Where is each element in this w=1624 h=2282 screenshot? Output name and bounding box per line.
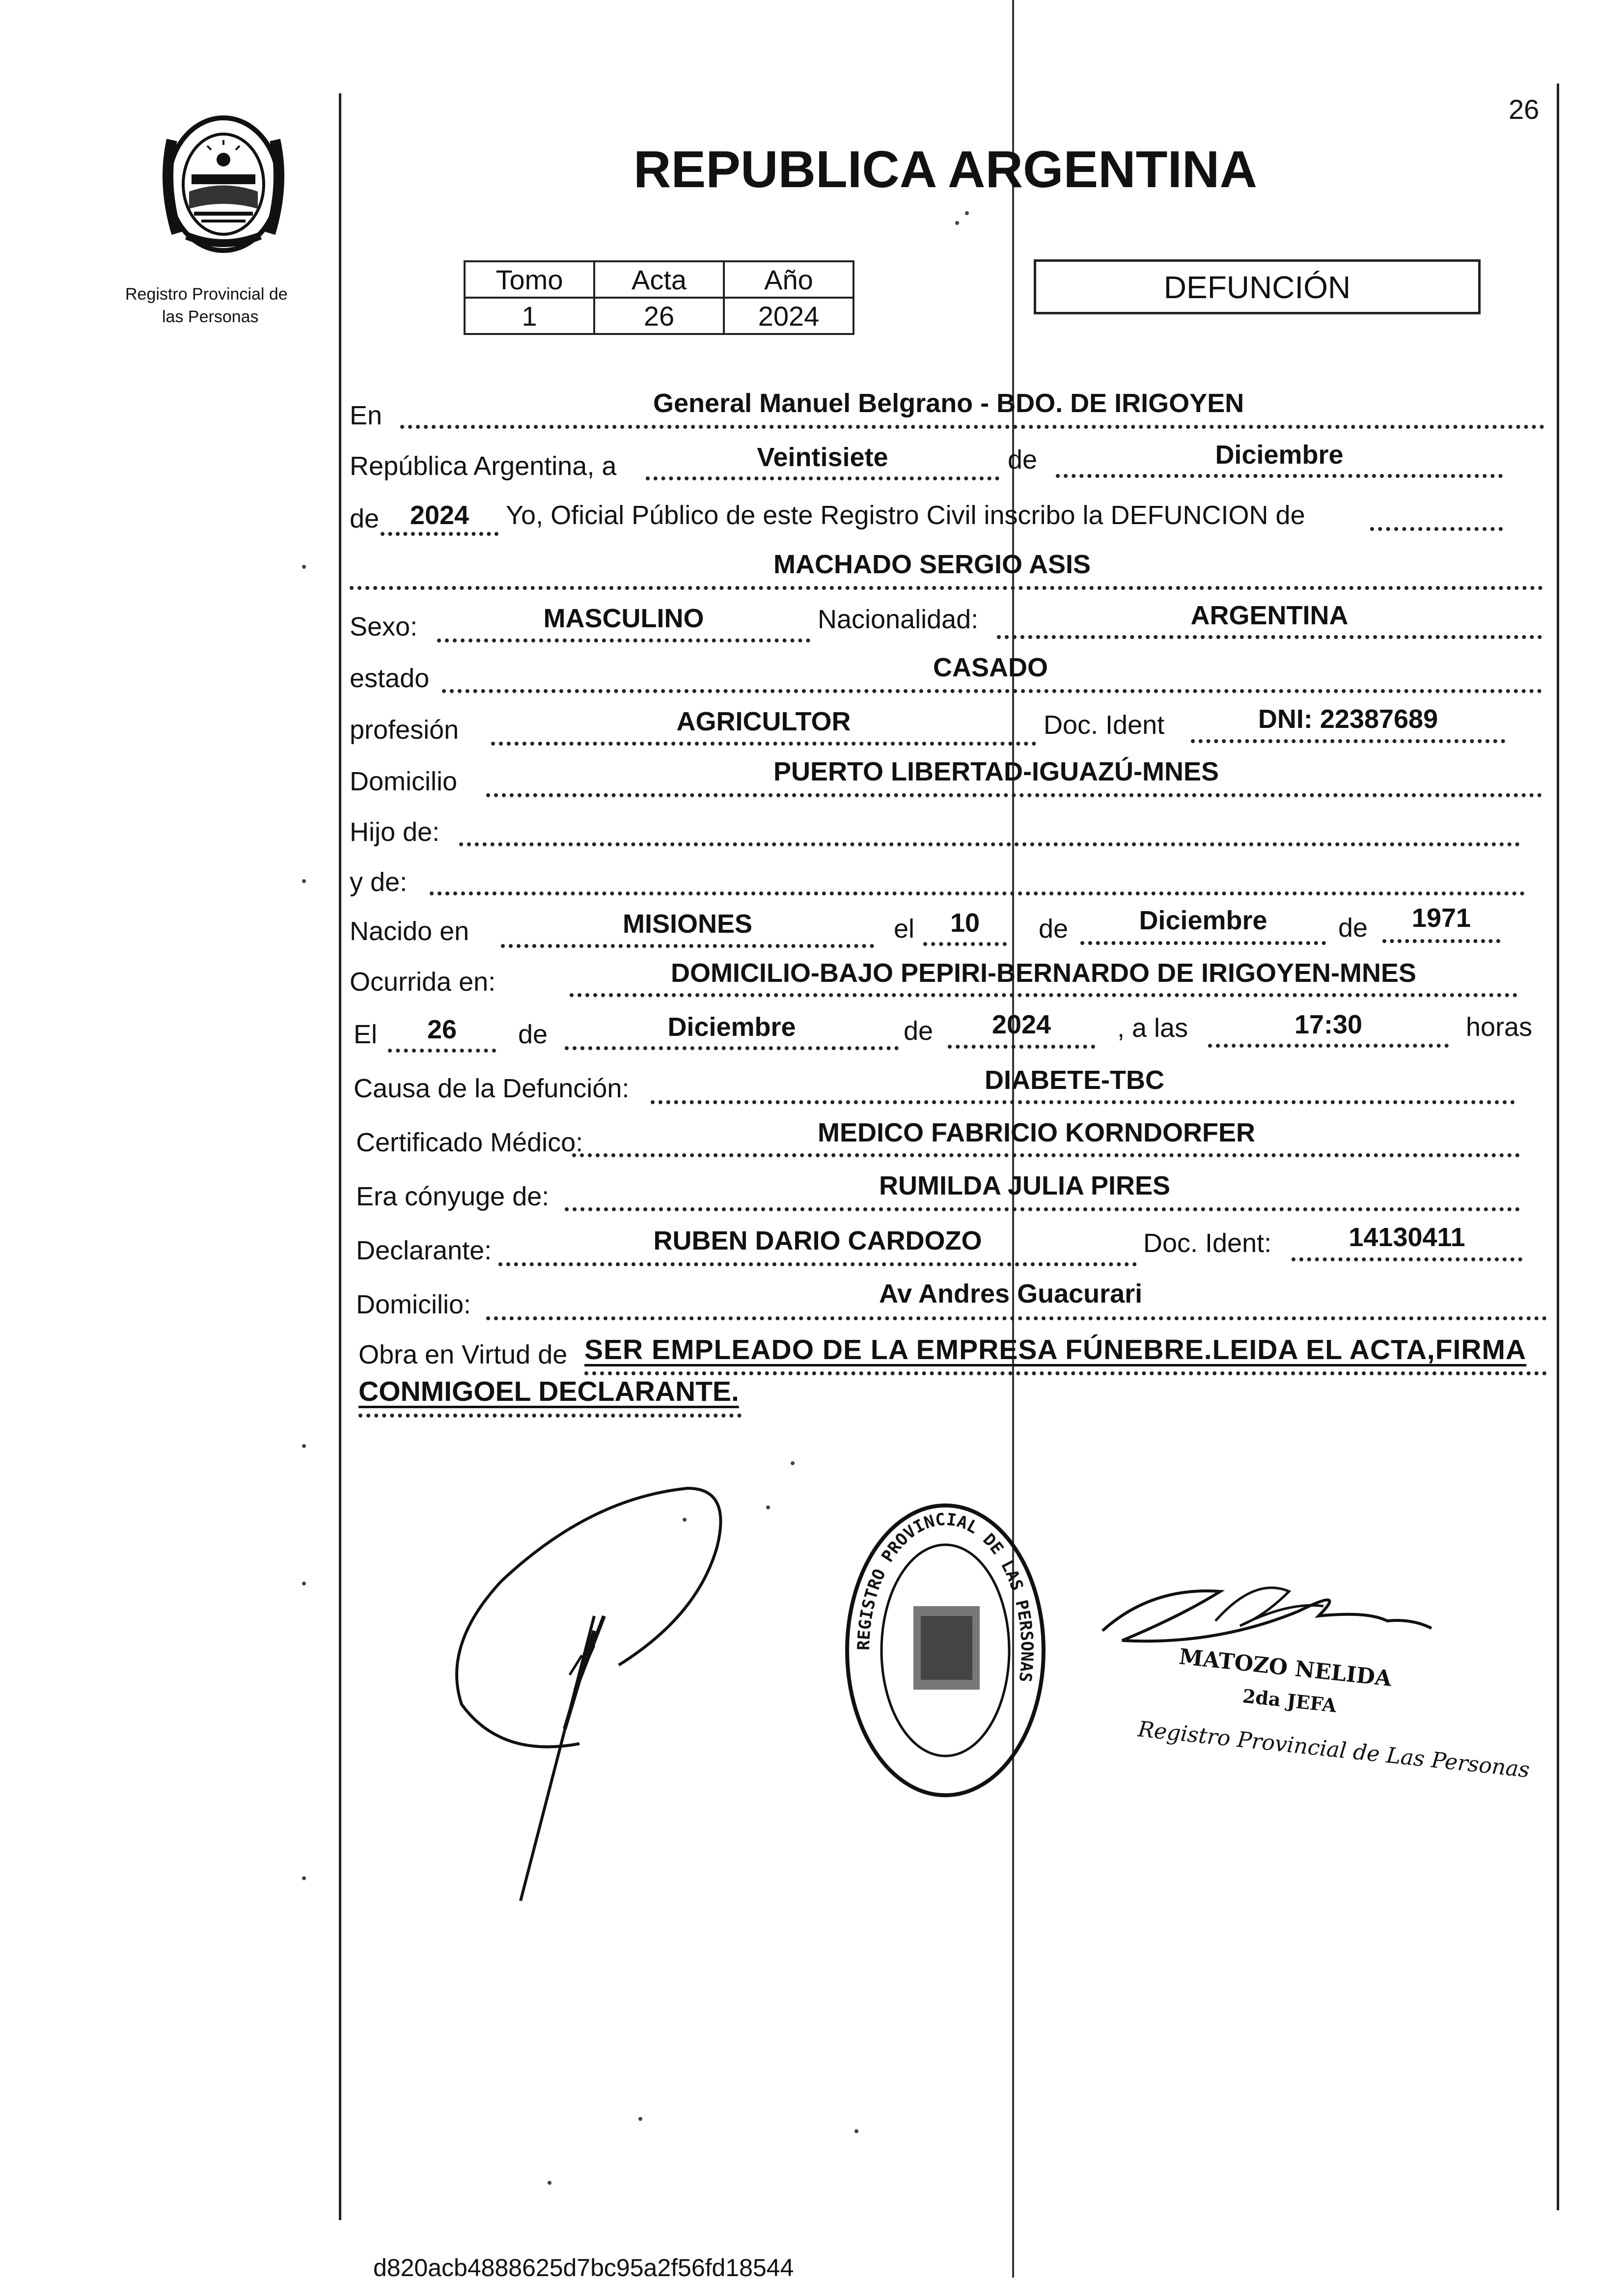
- leader-def-mes: [565, 1046, 899, 1050]
- value-obra-line2: CONMIGOEL DECLARANTE.: [358, 1376, 739, 1407]
- label-de-2: de: [350, 504, 380, 533]
- leader-profesion: [491, 742, 1036, 746]
- leader-domicilio-2: [486, 1316, 1547, 1320]
- label-ocurrida-en: Ocurrida en:: [350, 967, 496, 997]
- value-def-dia: 26: [427, 1015, 457, 1044]
- label-doc-ident: Doc. Ident: [1044, 710, 1165, 740]
- label-de-1: de: [1008, 445, 1038, 474]
- record-type-box: DEFUNCIÓN: [1034, 259, 1481, 314]
- value-profesion: AGRICULTOR: [676, 707, 851, 736]
- document-hash: d820acb4888625d7bc95a2f56fd18544: [373, 2254, 794, 2282]
- value-nac-dia: 10: [950, 908, 980, 938]
- leader-certificado: [572, 1153, 1520, 1157]
- label-declarante: Declarante:: [356, 1236, 492, 1265]
- coat-of-arms-icon: [152, 111, 295, 258]
- leader-hijo-de: [459, 842, 1520, 846]
- label-obra: Obra en Virtud de: [358, 1340, 568, 1369]
- leader-nacionalidad: [997, 635, 1542, 639]
- label-sexo: Sexo:: [350, 612, 418, 641]
- left-margin-line: [339, 93, 341, 2220]
- value-def-mes: Diciembre: [667, 1012, 796, 1042]
- registry-seal-icon: [840, 1498, 1051, 1803]
- label-conyuge: Era cónyuge de:: [356, 1182, 550, 1211]
- label-en: En: [350, 401, 383, 430]
- value-def-anio: 2024: [991, 1010, 1051, 1039]
- page-number: 26: [1509, 94, 1540, 125]
- leader-dia: [646, 476, 999, 480]
- value-acta: 26: [594, 298, 724, 334]
- oficial-text: Yo, Oficial Público de este Registro Civil inscribo la DEFUNCION de: [506, 501, 1305, 530]
- scan-speck: [548, 2181, 551, 2185]
- value-lugar: General Manuel Belgrano - BDO. DE IRIGOYEN: [653, 389, 1244, 418]
- leader-oficial: [1370, 527, 1503, 531]
- leader-def-dia: [388, 1049, 496, 1053]
- leader-causa: [651, 1100, 1515, 1104]
- header-acta: Acta: [594, 261, 724, 298]
- leader-dni: [1191, 739, 1505, 743]
- leader-nac-anio: [1382, 939, 1500, 943]
- label-a-las: , a las: [1117, 1013, 1188, 1043]
- stamp-name: MATOZO NELIDA: [1178, 1644, 1393, 1692]
- leader-nac-mes: [1080, 941, 1326, 945]
- leader-estado: [442, 689, 1542, 693]
- label-domicilio: Domicilio: [350, 767, 458, 796]
- value-dia-texto: Veintisiete: [757, 443, 888, 472]
- label-nacido-en: Nacido en: [350, 917, 469, 946]
- value-certificado: MEDICO FABRICIO KORNDORFER: [818, 1118, 1255, 1147]
- header-tomo: Tomo: [465, 261, 594, 298]
- scan-speck: [302, 1444, 306, 1448]
- value-nac-anio: 1971: [1411, 903, 1471, 933]
- label-horas: horas: [1466, 1012, 1533, 1042]
- value-estado: CASADO: [933, 653, 1048, 682]
- value-hora: 17:30: [1294, 1010, 1363, 1039]
- value-sexo: MASCULINO: [543, 604, 704, 633]
- value-anio: 2024: [410, 501, 469, 530]
- label-hijo-de: Hijo de:: [350, 817, 440, 847]
- handwritten-signature-icon: [432, 1469, 786, 1911]
- value-nacido-en: MISIONES: [622, 909, 753, 939]
- leader-nacido-en: [501, 944, 874, 948]
- header-anio: Año: [724, 261, 853, 298]
- leader-domicilio: [486, 793, 1542, 797]
- leader-conyuge: [565, 1207, 1520, 1211]
- label-de-def-2: de: [904, 1016, 934, 1046]
- scan-speck: [302, 879, 306, 883]
- registry-name-line2: las Personas: [162, 307, 259, 326]
- record-table: [464, 260, 854, 335]
- value-declarante-domicilio: Av Andres Guacurari: [879, 1279, 1143, 1308]
- label-el-nac: el: [894, 914, 915, 944]
- value-causa: DIABETE-TBC: [985, 1065, 1164, 1095]
- leader-declarante: [498, 1262, 1137, 1266]
- leader-ocurrida-en: [570, 993, 1517, 997]
- official-seal: [840, 1498, 1051, 1803]
- leader-def-anio: [948, 1045, 1095, 1049]
- right-margin-line: [1557, 83, 1559, 2210]
- value-domicilio: PUERTO LIBERTAD-IGUAZÚ-MNES: [773, 757, 1219, 786]
- page-title: REPUBLICA ARGENTINA: [633, 140, 1258, 198]
- scan-speck: [965, 211, 969, 215]
- label-y-de: y de:: [350, 867, 408, 897]
- label-profesion: profesión: [350, 715, 459, 745]
- scan-speck: [302, 1582, 306, 1586]
- scan-speck: [791, 1461, 795, 1465]
- label-domicilio-2: Domicilio:: [356, 1290, 471, 1319]
- declarant-signature: [432, 1469, 786, 1911]
- label-de-nac-1: de: [1039, 914, 1069, 944]
- leader-anio: [381, 532, 498, 536]
- stamp-org: Registro Provincial de Las Personas: [1136, 1717, 1531, 1783]
- seal-text: REGISTRO PROVINCIAL DE LAS PERSONAS: [853, 1509, 1037, 1684]
- label-el-def: El: [354, 1020, 378, 1049]
- value-nombre: MACHADO SERGIO ASIS: [773, 550, 1091, 579]
- scan-speck: [854, 2129, 858, 2133]
- scan-speck: [683, 1518, 687, 1522]
- value-nac-mes: Diciembre: [1139, 906, 1267, 935]
- value-dni: DNI: 22387689: [1258, 704, 1438, 734]
- value-mes: Diciembre: [1215, 440, 1344, 470]
- stamp-role: 2da JEFA: [1241, 1685, 1338, 1717]
- value-tomo: 1: [465, 298, 594, 334]
- label-de-nac-2: de: [1338, 913, 1368, 943]
- value-declarante-doc: 14130411: [1349, 1223, 1465, 1252]
- label-certificado: Certificado Médico:: [356, 1128, 583, 1157]
- leader-nac-dia: [923, 942, 1007, 946]
- leader-lugar: [400, 425, 1544, 429]
- scan-speck: [955, 221, 959, 225]
- scan-speck: [638, 2117, 642, 2121]
- leader-obra-2: [358, 1414, 742, 1418]
- label-causa: Causa de la Defunción:: [354, 1074, 630, 1103]
- label-doc-ident-2: Doc. Ident:: [1143, 1228, 1272, 1258]
- scan-speck: [766, 1505, 770, 1509]
- leader-obra-1: [584, 1371, 1547, 1375]
- leader-nombre: [350, 586, 1543, 590]
- scan-speck: [302, 1876, 306, 1880]
- value-obra-line1: SER EMPLEADO DE LA EMPRESA FÚNEBRE.LEIDA EL ACTA,FIRMA: [584, 1334, 1527, 1365]
- scan-speck: [302, 565, 306, 569]
- label-de-def-1: de: [518, 1020, 548, 1049]
- value-ocurrida-en: DOMICILIO-BAJO PEPIRI-BERNARDO DE IRIGOYEN-MNES: [670, 958, 1417, 988]
- value-nacionalidad: ARGENTINA: [1190, 601, 1349, 630]
- leader-y-de: [430, 891, 1525, 895]
- label-republica: República Argentina, a: [350, 451, 617, 481]
- province-emblem: [152, 111, 295, 258]
- label-estado: estado: [350, 664, 430, 693]
- leader-declarante-doc: [1292, 1257, 1522, 1261]
- leader-hora: [1208, 1044, 1449, 1048]
- leader-sexo: [437, 639, 810, 642]
- value-declarante: RUBEN DARIO CARDOZO: [653, 1226, 982, 1255]
- leader-mes: [1056, 474, 1503, 478]
- value-anio: 2024: [724, 298, 853, 334]
- registry-name-line1: Registro Provincial de: [125, 285, 288, 304]
- label-nacionalidad: Nacionalidad:: [818, 605, 979, 634]
- value-conyuge: RUMILDA JULIA PIRES: [879, 1171, 1171, 1200]
